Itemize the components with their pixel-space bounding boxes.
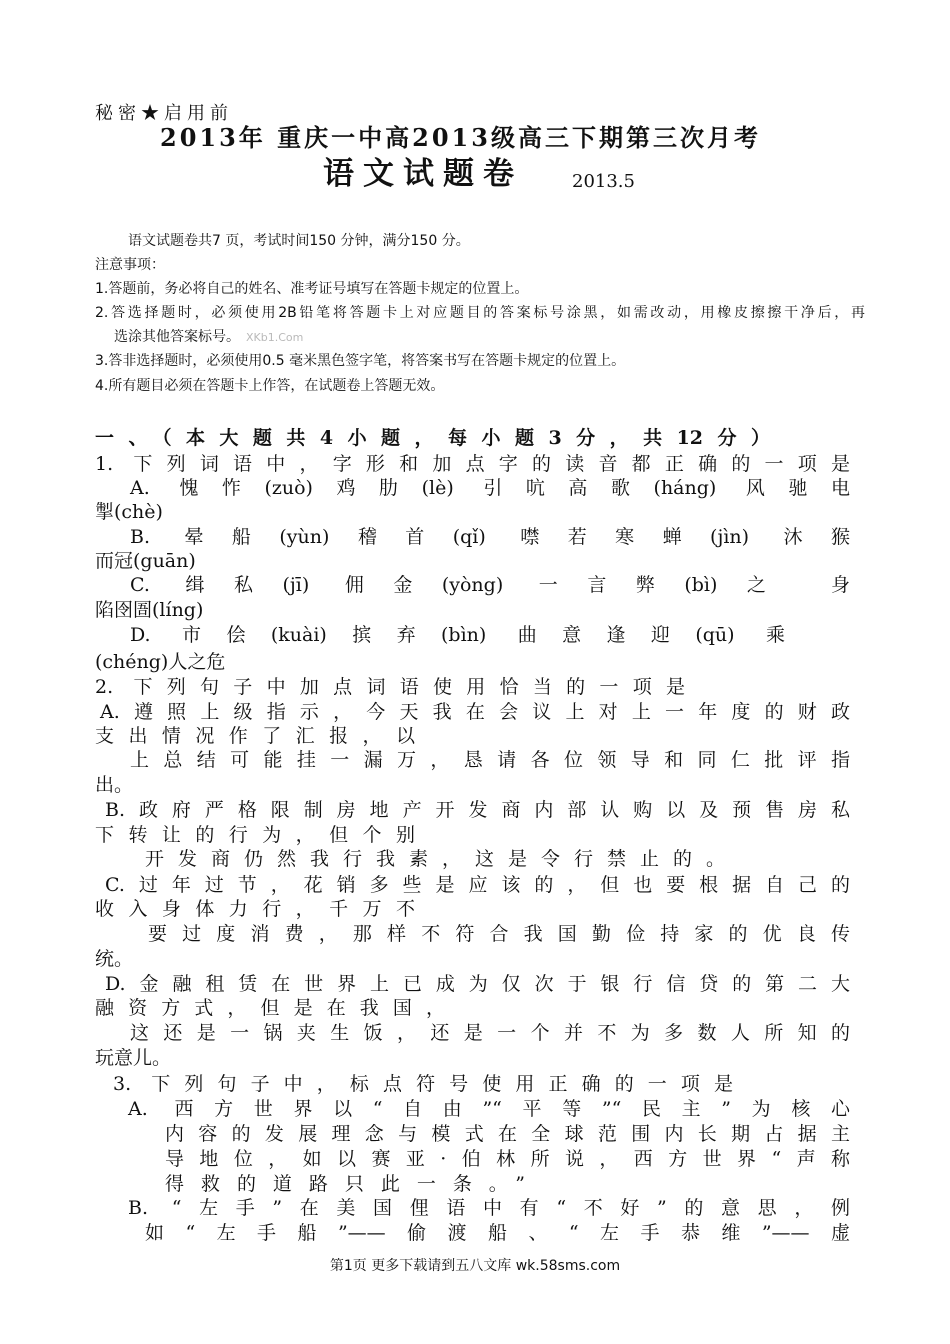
q2-option-c: C.过年过节，花销多些是应该的，但也要根据自己的 xyxy=(105,874,850,896)
q3-option-a-cont2: 导地位，如以赛亚·伯林所说，西方世界“声称 xyxy=(165,1148,850,1170)
note-2-cont xyxy=(114,326,303,349)
section-heading: 一、（本大题共4小题，每小题3分，共12分） xyxy=(95,427,770,449)
q1-option-c: C. 缉私(jī) 佣金(yòng) 一言弊(bì)之 身 xyxy=(130,574,850,596)
q2-option-a-cont1: 支出情况作了汇报，以 xyxy=(95,725,415,747)
q2-option-b-cont2: 开发商仍然我行我素，这是令行禁止的。 xyxy=(145,848,725,870)
q3-option-a-cont3: 得救的道路只此一条。” xyxy=(165,1173,525,1195)
question-2-stem: 2. 下列句子中加点词语使用恰当的一项是 xyxy=(95,676,685,698)
q2-option-b: B.政府严格限制房地产开发商内部认购以及预售房私 xyxy=(105,799,850,821)
q2-option-c-cont3: 统。 xyxy=(95,948,134,970)
q2-option-c-cont2: 要过度消费，那样不符合我国勤俭持家的优良传 xyxy=(148,923,850,945)
q1-option-c-cont: 陷囹圄(líng) xyxy=(95,599,204,621)
note-2: 2.答选择题时，必须使用2B铅笔将答题卡上对应题目的答案标号涂黑，如需改动，用橡皮擦擦干净后，再 xyxy=(95,305,865,321)
q2-option-d-cont3: 玩意儿。 xyxy=(95,1047,172,1069)
question-3-stem: 3. 下列句子中，标点符号使用正确的一项是 xyxy=(113,1073,733,1095)
exam-title: 2013年 重庆一中高2013级高三下期第三次月考 xyxy=(160,123,761,152)
intro-text: 语文试题卷共7 页，考试时间150 分钟，满分150 分。 xyxy=(128,233,470,249)
q2-option-a: A.遵照上级指示，今天我在会议上对上一年度的财政 xyxy=(100,701,850,723)
notes-title: 注意事项： xyxy=(95,257,165,273)
q2-option-d-cont2: 这还是一锅夹生饭，还是一个并不为多数人所知的 xyxy=(130,1022,850,1044)
q2-option-d-cont1: 融资方式，但是在我国， xyxy=(95,997,445,1019)
note-3: 3.答非选择题时，必须使用0.5 毫米黑色签字笔，将答案书写在答题卡规定的位置上。 xyxy=(95,353,626,369)
note-4: 4.所有题目必须在答题卡上作答，在试题卷上答题无效。 xyxy=(95,378,445,394)
watermark: XKb1.Com xyxy=(246,331,304,344)
q2-option-d: D.金融租赁在世界上已成为仅次于银行信贷的第二大 xyxy=(105,973,850,995)
q2-option-a-cont3: 出。 xyxy=(95,774,134,796)
q3-option-a-cont1: 内容的发展理念与模式在全球范围内长期占据主 xyxy=(165,1123,850,1145)
q3-option-b-cont1: 如“左手船”——偷渡船、“左手恭维”——虚 xyxy=(145,1222,850,1244)
note-2-cont-text: 选涂其他答案标号。 xyxy=(114,329,240,345)
paper-title: 语文试题卷 xyxy=(323,156,523,192)
q1-option-a-cont: 掣(chè) xyxy=(95,501,163,523)
exam-date: 2013.5 xyxy=(572,171,635,192)
q2-option-a-cont2: 上总结可能挂一漏万，恳请各位领导和同仁批评指 xyxy=(130,749,850,771)
secret-label: 秘密★启用前 xyxy=(95,103,233,124)
question-1-stem: 1. 下列词语中，字形和加点字的读音都正确的一项是 xyxy=(95,453,850,475)
q1-option-d: D. 市侩(kuài)摈弃(bìn) 曲意逢迎(qū) 乘 xyxy=(130,624,785,646)
q1-option-b: B. 晕船(yùn)稽首(qǐ) 噤若寒蝉(jìn) 沐猴 xyxy=(130,526,850,548)
q1-option-b-cont: 而冠(guān) xyxy=(95,550,196,572)
q2-option-c-cont1: 收入身体力行，千万不 xyxy=(95,898,415,920)
q1-option-d-cont: (chéng)人之危 xyxy=(95,651,226,673)
page-footer: 第1页 更多下载请到五八文库 wk.58sms.com xyxy=(329,1258,621,1274)
note-1: 1.答题前，务必将自己的姓名、准考证号填写在答题卡规定的位置上。 xyxy=(95,281,529,297)
q1-option-a: A. 愧怍(zuò)鸡肋(lè) 引吭高歌(háng) 风驰电 xyxy=(130,477,850,499)
q3-option-a: A. 西方世界以“自由”“平等”“民主”为核心 xyxy=(128,1098,850,1120)
q3-option-b: B. “左手”在美国俚语中有“不好”的意思，例 xyxy=(128,1197,850,1219)
q2-option-b-cont1: 下转让的行为，但个别 xyxy=(95,824,415,846)
